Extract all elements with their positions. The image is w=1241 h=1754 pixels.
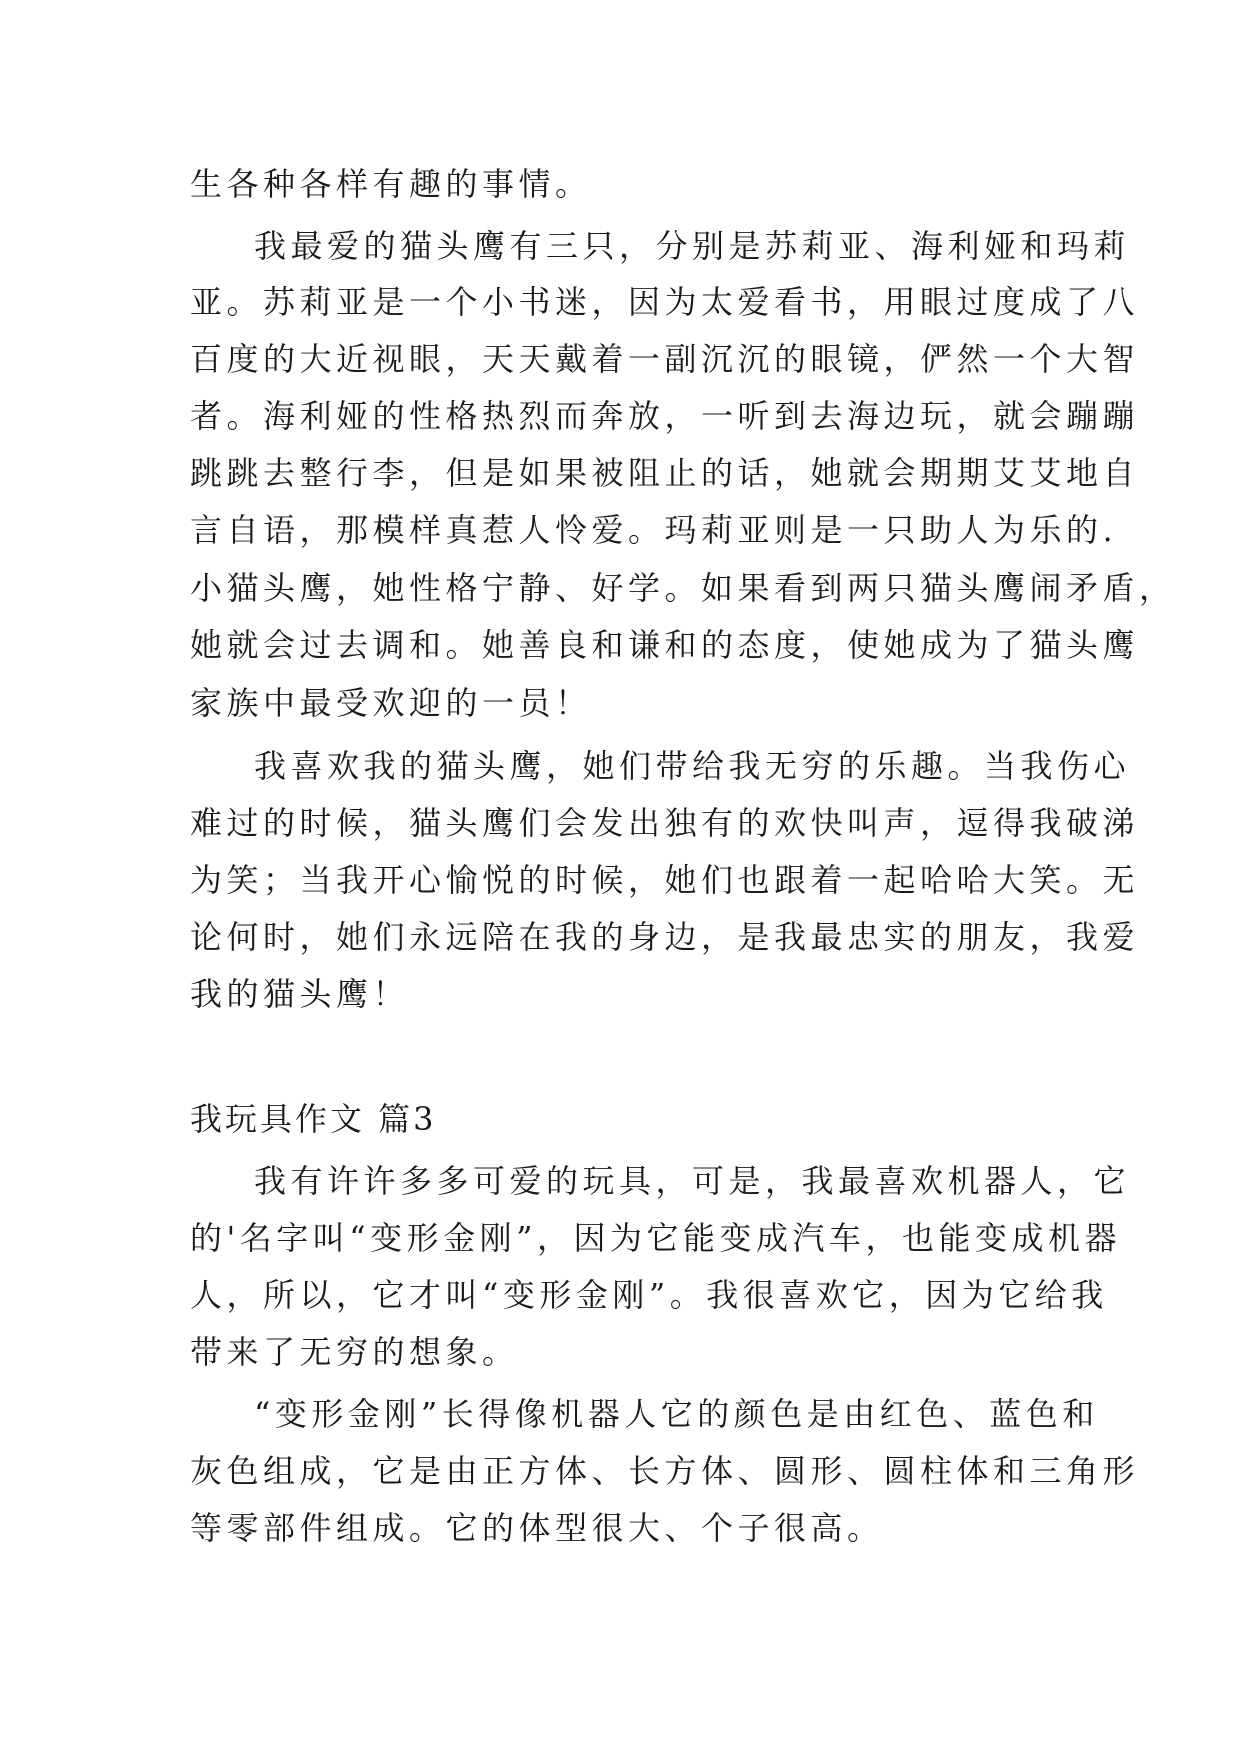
- paragraph-start-line: 我喜欢我的猫头鹰，她们带给我无穷的乐趣。当我伤心: [254, 747, 1131, 785]
- text-line: 她就会过去调和。她善良和谦和的态度，使她成为了猫头鹰: [190, 626, 1140, 664]
- text-line: 小猫头鹰，她性格宁静、好学。如果看到两只猫头鹰闹矛盾，: [190, 569, 1176, 607]
- paragraph-start-line: 我最爱的猫头鹰有三只，分别是苏莉亚、海利娅和玛莉: [254, 227, 1131, 265]
- section-heading: 我玩具作文 篇3: [190, 1100, 437, 1138]
- text-line: 难过的时候，猫头鹰们会发出独有的欢快叫声，逗得我破涕: [190, 804, 1140, 842]
- text-line: 家族中最受欢迎的一员！: [190, 684, 592, 722]
- text-line: 人，所以，它才叫“变形金刚”。我很喜欢它，因为它给我: [190, 1276, 1108, 1314]
- paragraph-start-line: “变形金刚”长得像机器人它的颜色是由红色、蓝色和: [254, 1395, 1099, 1433]
- text-line: 等零部件组成。它的体型很大、个子很高。: [190, 1509, 884, 1547]
- text-line: 跳跳去整行李，但是如果被阻止的话，她就会期期艾艾地自: [190, 454, 1140, 492]
- text-line: 为笑；当我开心愉悦的时候，她们也跟着一起哈哈大笑。无: [190, 861, 1140, 899]
- paragraph-start-line: 我有许许多多可爱的玩具，可是，我最喜欢机器人，它: [254, 1162, 1131, 1200]
- text-line: 者。海利娅的性格热烈而奔放，一听到去海边玩，就会蹦蹦: [190, 397, 1140, 435]
- text-line: 我的猫头鹰！: [190, 975, 410, 1013]
- text-line: 言自语，那模样真惹人怜爱。玛莉亚则是一只助人为乐的.: [190, 511, 1118, 549]
- text-line: 带来了无穷的想象。: [190, 1333, 519, 1371]
- text-line: 的'名字叫“变形金刚”，因为它能变成汽车，也能变成机器: [190, 1219, 1122, 1257]
- text-line: 论何时，她们永远陪在我的身边，是我最忠实的朋友，我爱: [190, 918, 1140, 956]
- text-line: 亚。苏莉亚是一个小书迷，因为太爱看书，用眼过度成了八: [190, 283, 1140, 321]
- text-line: 百度的大近视眼，天天戴着一副沉沉的眼镜，俨然一个大智: [190, 340, 1140, 378]
- text-line: 生各种各样有趣的事情。: [190, 165, 592, 203]
- text-line: 灰色组成，它是由正方体、长方体、圆形、圆柱体和三角形: [190, 1452, 1140, 1490]
